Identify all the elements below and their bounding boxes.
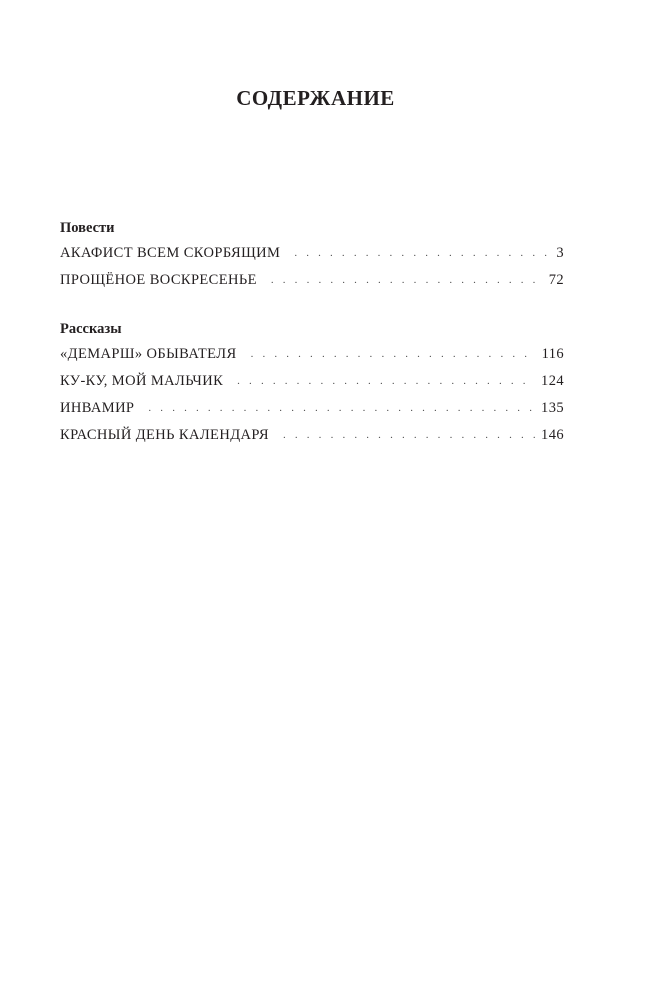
- toc-entry-page-number: 146: [541, 427, 564, 443]
- section-heading: Повести: [60, 220, 115, 236]
- toc-entry-page-number: 3: [556, 245, 564, 261]
- toc-entry: [60, 422, 564, 449]
- toc-entry-title: «ДЕМАРШ» ОБЫВАТЕЛЯ: [60, 346, 237, 362]
- dot-leader: [237, 368, 535, 395]
- toc-entry-title: КРАСНЫЙ ДЕНЬ КАЛЕНДАРЯ: [60, 427, 269, 443]
- toc-entry: [60, 395, 564, 422]
- toc-entry-title: ИНВАМИР: [60, 400, 135, 416]
- dot-leader: [251, 341, 536, 368]
- toc-entry-page-number: 116: [541, 346, 564, 362]
- toc-entry-page-number: 72: [548, 272, 564, 288]
- dot-leader: [294, 240, 550, 267]
- toc-entry-title: АКАФИСТ ВСЕМ СКОРБЯЩИМ: [60, 245, 281, 261]
- page-title: СОДЕРЖАНИЕ: [236, 86, 395, 110]
- toc-entry: [60, 267, 564, 294]
- toc-entry-title: ПРОЩЁНОЕ ВОСКРЕСЕНЬЕ: [60, 272, 257, 288]
- dot-leader: [148, 395, 535, 422]
- section-heading: Рассказы: [60, 321, 122, 337]
- toc-entry: [60, 341, 564, 368]
- toc-entry: [60, 368, 564, 395]
- table-of-contents: [60, 216, 564, 472]
- toc-entry: [60, 240, 564, 267]
- dot-leader: [271, 267, 543, 294]
- toc-section-novellas: [60, 216, 564, 294]
- dot-leader: [283, 422, 535, 449]
- toc-entry-title: КУ-КУ, МОЙ МАЛЬЧИК: [60, 373, 224, 389]
- toc-entry-page-number: 135: [541, 400, 564, 416]
- toc-section-stories: [60, 317, 564, 449]
- toc-entry-page-number: 124: [541, 373, 564, 389]
